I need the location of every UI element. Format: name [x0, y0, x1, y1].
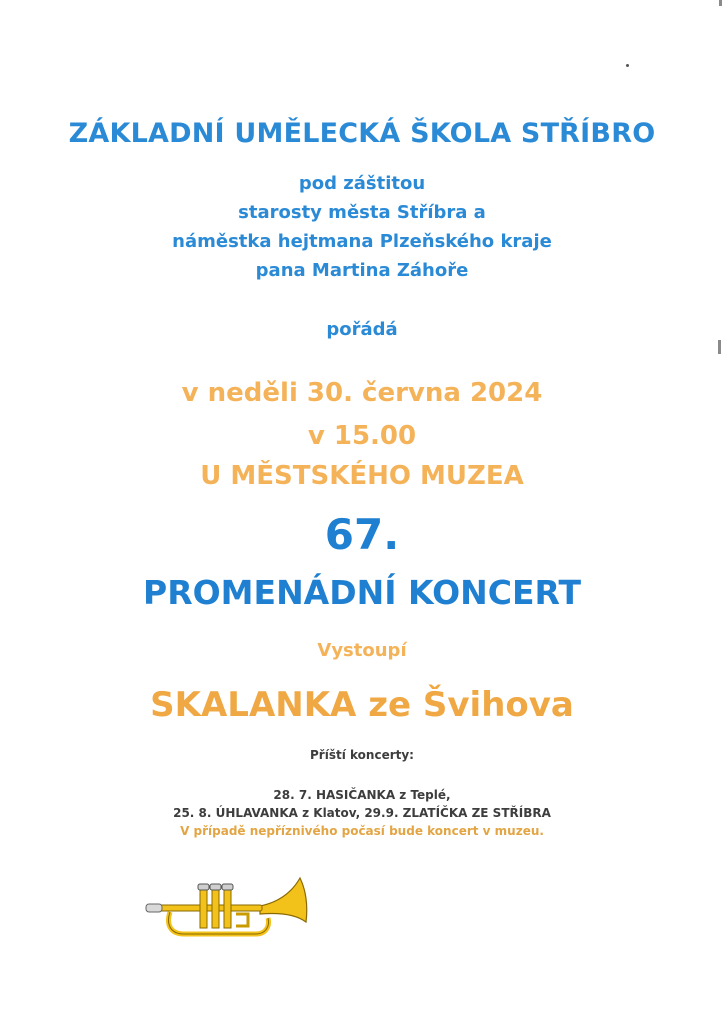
scan-edge-mark — [718, 340, 721, 354]
rain-note: V případě nepříznivého počasí bude koncert v muzeu. — [180, 824, 544, 838]
patronage-line: starosty města Stříbra a — [238, 202, 486, 223]
event-date: v neděli 30. června 2024 — [181, 378, 543, 408]
scan-edge-mark — [719, 0, 722, 6]
school-name: ZÁKLADNÍ UMĚLECKÁ ŠKOLA STŘÍBRO — [68, 118, 656, 149]
band-name: SKALANKA ze Švihova — [150, 685, 574, 725]
event-time: v 15.00 — [307, 421, 417, 451]
organizes-label: pořádá — [326, 319, 398, 340]
performs-label: Vystoupí — [317, 640, 407, 661]
trumpet-icon — [140, 872, 316, 944]
patronage-line: pana Martina Záhoře — [255, 260, 469, 281]
patronage-line: náměstka hejtmana Plzeňského kraje — [172, 231, 552, 252]
next-concert-line: 25. 8. ÚHLAVANKA z Klatov, 29.9. ZLATÍČKA ZE STŘÍBRA — [173, 806, 551, 820]
scan-speck — [626, 64, 629, 67]
concert-title: PROMENÁDNÍ KONCERT — [143, 573, 581, 612]
concert-number: 67. — [324, 510, 400, 559]
next-concert-line: 28. 7. HASIČANKA z Teplé, — [273, 788, 451, 802]
event-place: U MĚSTSKÉHO MUZEA — [200, 461, 524, 491]
patronage-line: pod záštitou — [298, 173, 426, 194]
next-concerts-title: Příští koncerty: — [310, 748, 414, 762]
